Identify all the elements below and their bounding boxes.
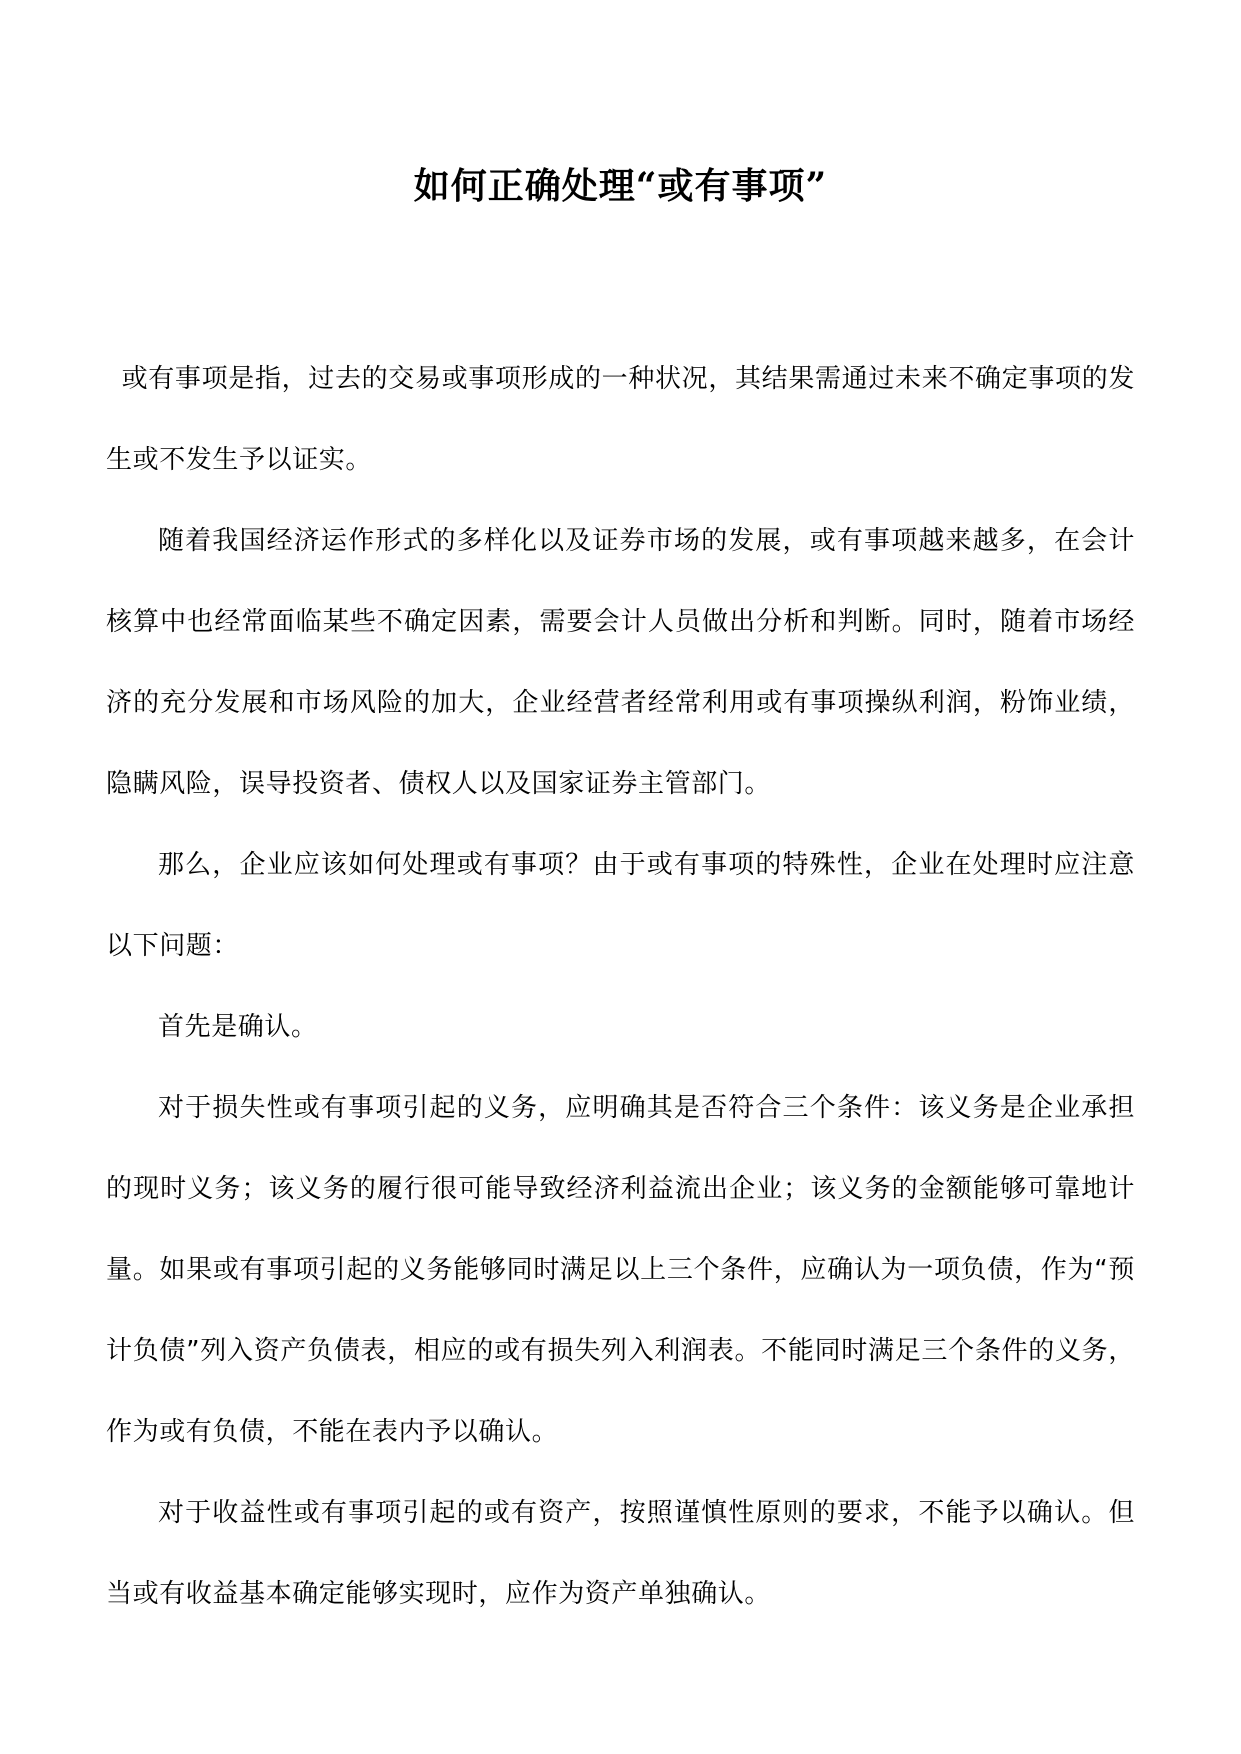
- paragraph-gain-contingency: 对于收益性或有事项引起的或有资产，按照谨慎性原则的要求，不能予以确认。但当或有收益基本确定能够实现时，应作为资产单独确认。: [106, 1498, 1135, 1609]
- paragraph-definition: 或有事项是指，过去的交易或事项形成的一种状况，其结果需通过未来不确定事项的发生或不发生予以证实。: [106, 364, 1135, 475]
- paragraph-background: 随着我国经济运作形式的多样化以及证券市场的发展，或有事项越来越多，在会计核算中也经常面临某些不确定因素，需要会计人员做出分析和判断。同时，随着市场经济的充分发展和市场风险的加大，企业经营者经常利用或有事项操纵利润，粉饰业绩，隐瞒风险，误导投资者、债权人以及国家证券主管部门。: [106, 526, 1135, 799]
- document-title: 如何正确处理“或有事项”: [413, 165, 828, 207]
- paragraph-question: 那么，企业应该如何处理或有事项？由于或有事项的特殊性，企业在处理时应注意以下问题：: [106, 850, 1135, 961]
- paragraph-recognition-heading: 首先是确认。: [158, 1012, 318, 1042]
- document-body: [106, 339, 1135, 1635]
- paragraph-loss-contingency: 对于损失性或有事项引起的义务，应明确其是否符合三个条件：该义务是企业承担的现时义务；该义务的履行很可能导致经济利益流出企业；该义务的金额能够可靠地计量。如果或有事项引起的义务能够同时满足以上三个条件，应确认为一项负债，作为“预计负债”列入资产负债表，相应的或有损失列入利润表。不能同时满足三个条件的义务，作为或有负债，不能在表内予以确认。: [106, 1093, 1135, 1447]
